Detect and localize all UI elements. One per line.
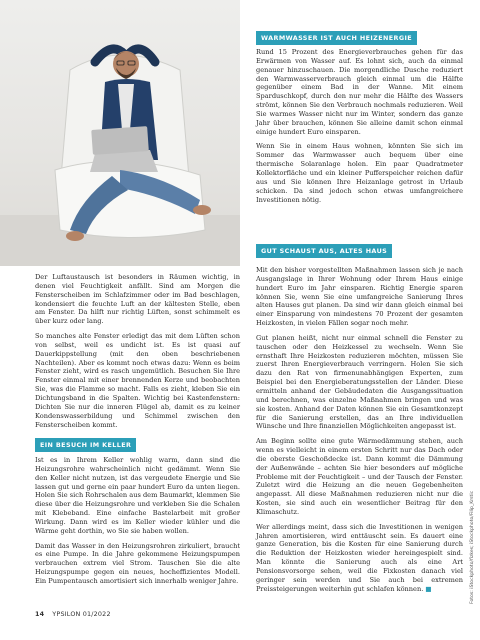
end-mark-icon: ■ xyxy=(425,584,432,593)
article-column-right-bottom xyxy=(256,266,463,594)
paragraph: So manches alte Fenster erledigt das mit dem Lüften schon von selbst, weil es undicht ist. Es ist quasi auf Dauerkippstellung (mit den oben beschriebenen Nachteilen). Aber es kommt noch etwas dazu: Wenn es beim Fenster zieht, wird es rasch ungemütlich. Besuchen Sie Ihre Fenster einmal mit einer brennenden Kerze und beobachten Sie, was die Flamme so macht. Falls es zieht, kleben Sie ein Dichtungsband in die Spalten. Wichtig bei Kastenfenstern: Dichten Sie nur die inneren Flügel ab, damit es zu keiner Kondenswasserbildung und Schimmel zwischen den Fensterscheiben kommt. xyxy=(35,332,240,429)
article-column-right-top xyxy=(256,48,463,204)
section-heading-warmwasser: WARMWASSER IST AUCH HEIZENERGIE xyxy=(256,31,417,45)
paragraph: Ist es in Ihrem Keller wohlig warm, dann sind die Heizungsrohre wahrscheinlich nicht gedämmt. Wenn Sie den Keller nicht nutzen, ist das vergeudete Energie und Sie lassen gut und gerne ein paar hundert Euro da unten liegen. Holen Sie sich Rohrschalen aus dem Baumarkt, klemmen Sie diese über die Heizungsrohre und verkleben Sie die Schalen mit Klebeband. Eine einfache Bastelarbeit mit großer Wirkung. Dann wird es im Keller wieder kühler und die Wärme geht dorthin, wo Sie sie haben wollen. xyxy=(35,456,240,535)
magazine-issue: YPSILON 01/2022 xyxy=(52,610,111,618)
article-column-left-bottom xyxy=(35,456,240,586)
paragraph: Mit den bisher vorgestellten Maßnahmen lassen sich je nach Ausgangslage in Ihrer Wohnung oder Ihrem Haus einige hundert Euro im Jahr einsparen. Richtig Energie sparen können Sie, wenn Sie eine umfangreiche Sanierung Ihres alten Hauses gut planen. Da sind wir dann gleich einmal bei einer Einsparung von mindestens 70 Prozent der gesamten Heizkosten, in vielen Fällen sogar noch mehr. xyxy=(256,266,463,328)
hero-photo xyxy=(0,0,240,266)
page-footer xyxy=(35,610,111,618)
paragraph: Der Luftaustausch ist besonders in Räumen wichtig, in denen viel Feuchtigkeit anfällt. Sind am Morgen die Fensterscheiben im Schlafzimmer oder im Bad beschlagen, kondensiert die feuchte Luft an der kältesten Stelle, eben am Fenster. Da hilft nur richtig Lüften, sonst schimmelt es über kurz oder lang. xyxy=(35,273,240,326)
page-number: 14 xyxy=(35,610,45,618)
paragraph: Am Beginn sollte eine gute Wärmedämmung stehen, auch wenn es vielleicht in einem ersten Schritt nur das Dach oder die oberste Geschoßdecke ist. Dann kommt die Dämmung der Außenwände – achten Sie hier besonders auf mögliche Probleme mit der Feuchtigkeit – und der Tausch der Fenster. Zuletzt wird die Heizung an die neuen Gegebenheiten angepasst. All diese Maßnahmen reduzieren nicht nur die Kosten, sie sind auch ein wesentlicher Beitrag für den Klimaschutz. xyxy=(256,437,463,516)
section-heading-altes-haus: GUT SCHAUST AUS, ALTES HAUS xyxy=(256,244,392,258)
paragraph-text: Wer allerdings meint, dass sich die Investitionen in wenigen Jahren amortisieren, wird enttäuscht sein. Es dauert eine ganze Generation, bis die Kosten für eine Sanierung durch die Reduktion der Heizkosten wieder hereingespielt sind. Man könnte die Sanierung auch als eine Art Pensionsvorsorge sehen, weil die Fixkosten danach viel geringer sein werden und Sie auch bei extremen Preissteigerungen weiterhin gut schlafen können. xyxy=(256,522,463,593)
relaxing-man-illustration xyxy=(0,0,240,266)
paragraph: Gut planen heißt, nicht nur einmal schnell die Fenster zu tauschen oder den Heizkessel zu wechseln. Wenn Sie ernsthaft Ihre Heizkosten reduzieren möchten, müssen Sie zuerst Ihren Energieverbrauch verringern. Holen Sie sich dazu den Rat von firmenunabhängigen Experten, zum Beispiel bei den Energieberatungsstellen der Länder. Diese ermitteln anhand der Gebäudedaten die Ausgangssituation und berechnen, was einzelne Maßnahmen bringen und was sie kosten. Anhand der Daten können Sie ein Gesamtkonzept für die Sanierung erstellen, das an Ihre individuellen Wünsche und Ihre finanziellen Möglichkeiten angepasst ist. xyxy=(256,333,463,431)
paragraph: Damit das Wasser in den Heizungsrohren zirkuliert, braucht es eine Pumpe. In die Jahre gekommene Heizungspumpen verbrauchen extrem viel Strom. Tauschen Sie die alte Heizungspumpe gegen ein neues, hocheffizientes Modell. Ein Pumpentausch amortisiert sich innerhalb weniger Jahre. xyxy=(35,541,240,585)
paragraph xyxy=(256,523,463,594)
paragraph: Rund 15 Prozent des Energieverbrauches gehen für das Erwärmen von Wasser auf. Es lohnt sich, auch da einmal genauer hinzuschauen. Die morgendliche Dusche reduziert den Warmwasserverbrauch gleich einmal um die Hälfte gegenüber einem Bad in der Wanne. Mit einem Sparduschkopf, durch den nur mehr die Hälfte des Wassers strömt, können Sie den Verbrauch nochmals reduzieren. Weil Sie warmes Wasser nicht nur im Winter, sondern das ganze Jahr über brauchen, können Sie alleine damit schon einmal einige hundert Euro einsparen. xyxy=(256,48,463,136)
section-heading-keller: EIN BESUCH IM KELLER xyxy=(35,438,136,452)
paragraph: Wenn Sie in einem Haus wohnen, könnten Sie sich im Sommer das Warmwasser auch bequem über eine thermische Solaranlage holen. Ein paar Quadratmeter Kollektorfläche und ein kleiner Pufferspeicher reichen dafür aus und Sie können Ihre Heizanlage getrost in Urlaub schicken. Da sind jedoch schon etwas umfangreichere Investitionen nötig. xyxy=(256,142,463,204)
article-column-left xyxy=(35,273,240,429)
photo-credit: Fotos: iStockphoto/fizkes; iStockphoto/Filip_Krstic xyxy=(470,490,475,604)
